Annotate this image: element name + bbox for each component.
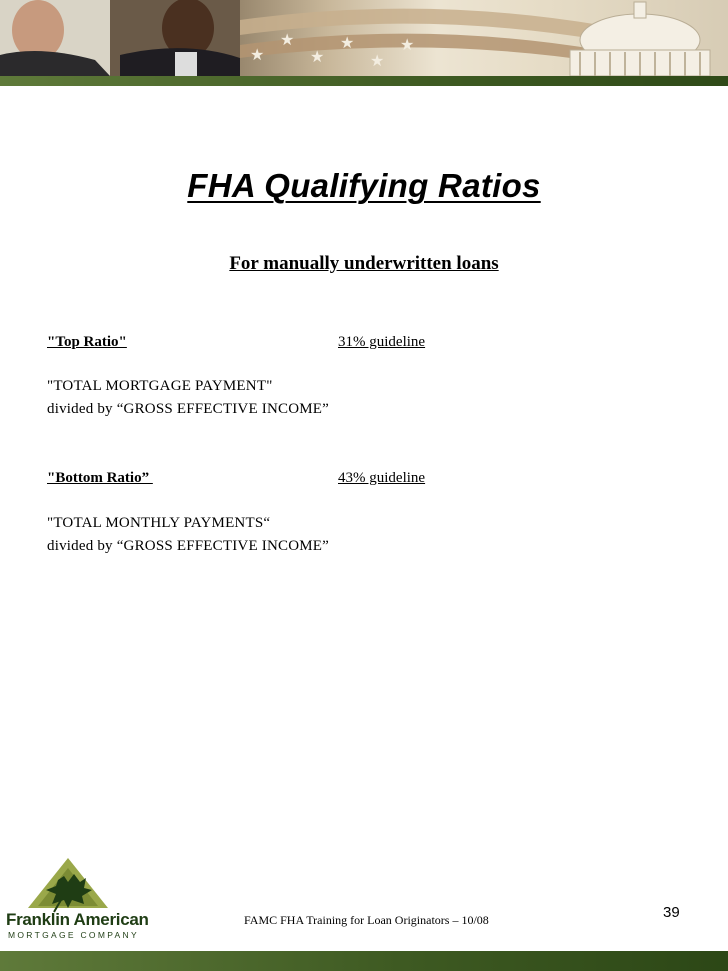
svg-text:★: ★ [250, 47, 265, 64]
svg-text:★: ★ [340, 35, 355, 52]
bottom-ratio-denominator: divided by “GROSS EFFECTIVE INCOME” [47, 538, 329, 554]
svg-text:★: ★ [400, 37, 415, 54]
header-photo-collage [0, 0, 728, 76]
bottom-ratio-numerator: "TOTAL MONTHLY PAYMENTS“ [47, 515, 271, 531]
logo-company-subtitle: MORTGAGE COMPANY [8, 930, 139, 940]
top-ratio-denominator: divided by “GROSS EFFECTIVE INCOME” [47, 401, 329, 417]
bottom-ratio-label: "Bottom Ratio” [47, 470, 153, 486]
bottom-ratio-formula [47, 512, 329, 558]
page-number: 39 [663, 904, 680, 921]
top-ratio-formula [47, 375, 329, 421]
top-ratio-label: "Top Ratio" [47, 334, 127, 350]
svg-text:★: ★ [370, 53, 385, 70]
footer-green-bar [0, 951, 728, 971]
slide-subtitle: For manually underwritten loans [229, 253, 499, 274]
top-ratio-guideline: 31% guideline [338, 334, 426, 350]
logo-company-name: Franklin American [6, 910, 149, 929]
svg-text:★: ★ [310, 49, 325, 66]
header-banner-image [0, 0, 728, 76]
slide-title: FHA Qualifying Ratios [187, 167, 541, 204]
bottom-ratio-guideline: 43% guideline [338, 470, 426, 486]
top-ratio-numerator: "TOTAL MORTGAGE PAYMENT" [47, 378, 273, 394]
svg-text:★: ★ [280, 32, 295, 49]
franklin-american-logo-icon [6, 858, 130, 918]
header-green-rule [0, 76, 728, 86]
footer-caption: FAMC FHA Training for Loan Originators – 10/08 [244, 913, 489, 927]
